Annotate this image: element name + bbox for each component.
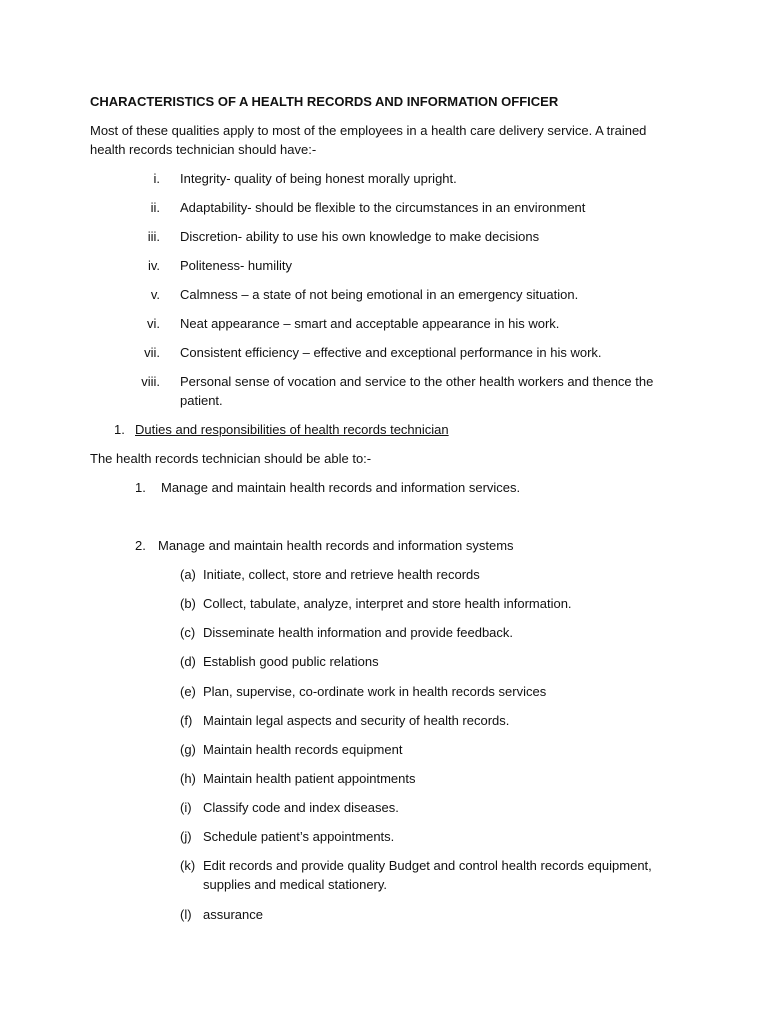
quality-number: i. (153, 171, 160, 186)
quality-text: Personal sense of vocation and service to the other health workers and thence the (180, 374, 654, 389)
quality-number: v. (150, 287, 160, 302)
sub-item-label: (b) (180, 596, 196, 611)
duty-number: 1. (135, 480, 146, 495)
sub-item-text: Establish good public relations (203, 654, 379, 669)
sub-item-label: (i) (180, 800, 192, 815)
section-heading-number: 1. (114, 422, 125, 437)
sub-item-label: (e) (180, 684, 196, 699)
sub-item-label: (g) (180, 742, 196, 757)
quality-text: Discretion- ability to use his own knowledge to make decisions (180, 229, 540, 244)
sub-item-text: Maintain legal aspects and security of health records. (203, 713, 510, 728)
quality-text: Politeness- humility (180, 258, 292, 273)
lead-text: The health records technician should be able to:- (90, 451, 372, 466)
sub-item-label: (c) (180, 625, 196, 640)
sub-item-label: (f) (180, 713, 193, 728)
quality-number: vii. (144, 345, 160, 360)
quality-text: Calmness – a state of not being emotional in an emergency situation. (180, 287, 579, 302)
section-heading: Duties and responsibilities of health records technician (135, 422, 449, 437)
quality-number: ii. (150, 200, 160, 215)
sub-item-text: Edit records and provide quality Budget and control health records equipment, (203, 858, 652, 873)
quality-text: patient. (180, 393, 223, 408)
quality-number: vi. (147, 316, 160, 331)
quality-number: iii. (147, 229, 160, 244)
sub-item-text: Schedule patient’s appointments. (203, 829, 395, 844)
quality-number: viii. (141, 374, 160, 389)
sub-item-label: (j) (180, 829, 192, 844)
page-title: CHARACTERISTICS OF A HEALTH RECORDS AND INFORMATION OFFICER (90, 94, 559, 109)
duty-number: 2. (135, 538, 146, 553)
sub-item-label: (k) (180, 858, 196, 873)
sub-item-label: (l) (180, 907, 192, 922)
sub-item-text: supplies and medical stationery. (203, 877, 388, 892)
quality-text: Neat appearance – smart and acceptable appearance in his work. (180, 316, 560, 331)
sub-item-text: Initiate, collect, store and retrieve health records (203, 567, 480, 582)
sub-item-text: Disseminate health information and provide feedback. (203, 625, 514, 640)
sub-item-label: (a) (180, 567, 196, 582)
quality-text: Integrity- quality of being honest morally upright. (180, 171, 457, 186)
quality-text: Consistent efficiency – effective and exceptional performance in his work. (180, 345, 602, 360)
sub-item-label: (h) (180, 771, 196, 786)
quality-number: iv. (147, 258, 160, 273)
sub-item-text: Classify code and index diseases. (203, 800, 399, 815)
intro-line: health records technician should have:- (90, 142, 317, 157)
sub-item-text: Collect, tabulate, analyze, interpret and store health information. (203, 596, 572, 611)
sub-item-label: (d) (180, 654, 196, 669)
sub-item-text: assurance (203, 907, 263, 922)
quality-text: Adaptability- should be flexible to the circumstances in an environment (180, 200, 586, 215)
duty-text: Manage and maintain health records and information systems (158, 538, 514, 553)
duty-text: Manage and maintain health records and information services. (161, 480, 521, 495)
sub-item-text: Plan, supervise, co-ordinate work in health records services (203, 684, 547, 699)
sub-item-text: Maintain health records equipment (203, 742, 403, 757)
sub-item-text: Maintain health patient appointments (203, 771, 416, 786)
intro-line: Most of these qualities apply to most of the employees in a health care delivery service. A trained (90, 123, 647, 138)
